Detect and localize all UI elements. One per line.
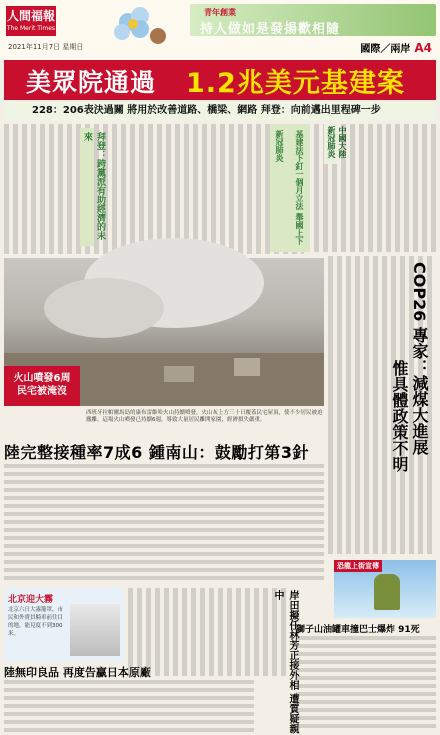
flower-icon bbox=[100, 2, 170, 48]
beijing-fog-text: 北京六日大霧籠罩，市民和外賣員騎車前往目的地，能見度不到300米。 bbox=[8, 607, 64, 637]
kishida-story bbox=[128, 588, 288, 676]
photo-caption: 西班牙拉帕爾馬島的康布雷維哈火山持續噴發，火山灰上方三十日覆蓋民宅屋頂，使不少居民被迫撤離。這場火山噴發已持續6週，導致大量居民離開家園，經濟損失嚴重。 bbox=[86, 410, 323, 423]
lead-sidebar-strip bbox=[80, 128, 105, 246]
photo-badge-line1: 火山噴發6周 bbox=[13, 373, 71, 384]
section-name: 國際／兩岸 bbox=[360, 44, 411, 55]
story-vaccine-headline: 陸完整接種率7成6 鍾南山：鼓勵打第3針 bbox=[4, 443, 309, 462]
banner-tag: 青年創業 bbox=[204, 8, 236, 17]
story-vaccine-body bbox=[4, 464, 324, 584]
main-headline bbox=[4, 60, 436, 100]
newspaper-logo bbox=[6, 6, 56, 36]
dinosaur-figure bbox=[374, 574, 400, 610]
text-column bbox=[4, 124, 304, 254]
lead-sidebar-head: 拜登：跨黨派有助經濟的未來 bbox=[82, 132, 105, 240]
subheadline: 228：206表決過關 將用於改善道路、橋梁、網路 拜登：向前邁出里程碑一步 bbox=[4, 102, 436, 120]
ash-cloud bbox=[44, 278, 164, 338]
masthead bbox=[0, 0, 440, 60]
headline-part2: 1.2兆美元基建案 bbox=[186, 68, 405, 99]
headline-part1: 美眾院通過 bbox=[26, 68, 157, 97]
logo-subtext: The Merit Times bbox=[6, 25, 56, 32]
dinosaur-photo bbox=[334, 560, 436, 618]
muji-body bbox=[4, 680, 254, 732]
sierra-leone-body bbox=[296, 636, 436, 732]
fog-photo bbox=[70, 604, 120, 656]
beijing-fog-head: 北京迎大霧 bbox=[8, 595, 54, 605]
mid-sidebar-head1: 基建法下釘一個月立法 舉國上下 bbox=[295, 130, 304, 245]
kishida-headline: 岸田擬任林芳正接外相 遭質疑親中 bbox=[272, 590, 298, 734]
top-banner bbox=[190, 4, 436, 36]
buried-house bbox=[234, 358, 260, 376]
right-side-head: 中國大陸新冠肺炎 bbox=[327, 126, 347, 158]
mid-sidebar bbox=[270, 124, 310, 252]
cop26-headline-2: 惟具體政策不明 bbox=[390, 360, 409, 472]
dinosaur-photo-label: 恐龍上街宣傳 bbox=[334, 560, 382, 572]
cop26-headline: COP26 專家：減煤大進展 bbox=[410, 262, 429, 455]
lead-story-body bbox=[4, 124, 304, 254]
logo-text: 人間福報 bbox=[6, 9, 55, 23]
muji-headline: 陸無印良品 再度告贏日本原廠 bbox=[4, 666, 151, 679]
sierra-leone-headline: 獅子山油罐車撞巴士爆炸 91死 bbox=[296, 625, 420, 635]
beijing-fog-box bbox=[4, 588, 124, 662]
mid-sidebar-head2: 新冠肺炎 bbox=[275, 130, 284, 162]
right-side-head-box bbox=[324, 124, 347, 164]
issue-date: 2021年11月7日 星期日 bbox=[8, 43, 84, 51]
page-number: A4 bbox=[414, 41, 432, 55]
buried-house bbox=[164, 366, 194, 382]
text-column bbox=[128, 588, 288, 676]
banner-slogan: 持人做如是發揚歡相隨 bbox=[200, 22, 341, 37]
photo-badge-line2: 民宅被淹沒 bbox=[17, 386, 67, 397]
section-label bbox=[360, 40, 432, 55]
photo-badge bbox=[4, 366, 80, 406]
